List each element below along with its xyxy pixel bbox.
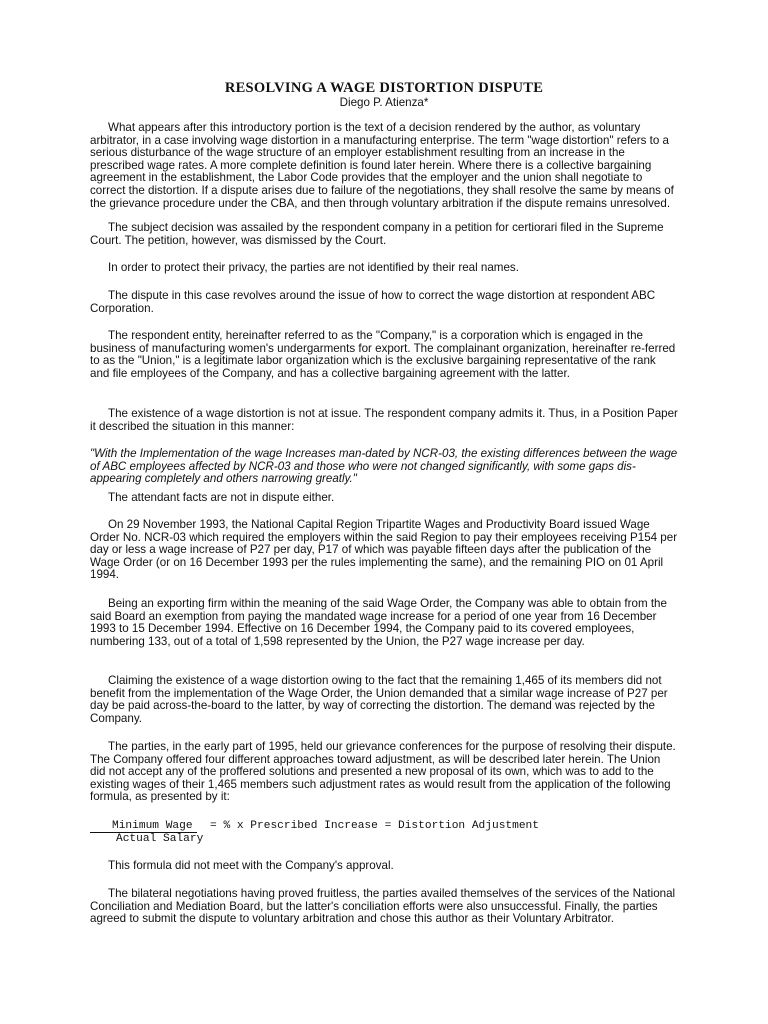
document-page (90, 0, 678, 1024)
paragraph-exemption: Being an exporting firm within the meaning of the said Wage Order, the Company was able to obtain from the said Board an exemption from paying the mandated wage increase for a period of one year from 16 December 1993 to 15 December 1994. Effective on 16 December 1994, the Company paid to its covered employees, numbering 133, out of a total of 1,598 represented by the Union, the P27 wage increase per day. (90, 597, 667, 648)
paragraph-quote: "With the Implementation of the wage Increases man-dated by NCR-03, the existing differences between the wage of ABC employees affected by NCR-03 and those who were not changed significantly, with some gaps dis-appearing completely and others narrowing greatly." (90, 447, 678, 486)
paragraph-parties: The respondent entity, hereinafter referred to as the "Company," is a corporation which is engaged in the business of manufacturing women's undergarments for export. The complainant organization, hereinafter re-ferred to as the "Union," is a legitimate labor organization which is the exclusive bargaining representative of the rank and file employees of the Company, and has a collective bargaining agreement with the latter. (90, 329, 676, 380)
formula-rest: = % x Prescribed Increase = Distortion Adjustment (210, 820, 539, 832)
paragraph-claim: Claiming the existence of a wage distortion owing to the fact that the remaining 1,465 of its members did not benefit from the implementation of the Wage Order, the Union demanded that a similar wage increase of P27 per day be paid across-the-board to the latter, by way of correcting the distortion. The demand was rejected by the Company. (90, 674, 668, 725)
paragraph-arbitration: The bilateral negotiations having proved fruitless, the parties availed themselves of the services of the National Conciliation and Mediation Board, but the latter's conciliation efforts were also unsuccessful. Finally, the parties agreed to submit the dispute to voluntary arbitration and chose this author as their Voluntary Arbitrator. (90, 887, 676, 926)
paragraph-wage-order: On 29 November 1993, the National Capital Region Tripartite Wages and Productivity Board issued Wage Order No. NCR-03 which required the employers within the said Region to pay their employees receiving P154 per day or less a wage increase of P27 per day, P17 of which was payable fifteen days after the publication of the Wage Order (or on 16 December 1993 per the rules implementing the same), and the remaining PIO on 01 April 1994. (90, 518, 678, 582)
formula-numerator: Minimum Wage (90, 821, 197, 833)
paragraph-formula-rejected: This formula did not meet with the Company's approval. (108, 859, 394, 872)
paragraph-intro: What appears after this introductory portion is the text of a decision rendered by the author, as voluntary arbitrator, in a case involving wage distortion in a manufacturing enterprise. The term "wage distortion" refers to a serious disturbance of the wage structure of an employer establishment resulting from an increase in the prescribed wage rates. A more complete definition is found later herein. Where there is a collective bargaining agreement in the establishment, the Labor Code provides that the employer and the union shall negotiate to correct the distortion. If a dispute arises due to failure of the negotiations, they shall resolve the same by means of the grievance procedure under the CBA, and then through voluntary arbitration if the dispute remains unresolved. (90, 121, 674, 210)
paragraph-privacy: In order to protect their privacy, the parties are not identified by their real names. (108, 261, 519, 274)
paragraph-dispute-issue: The dispute in this case revolves around the issue of how to correct the wage distortion at respondent ABC Corporation. (90, 289, 656, 315)
document-title: RESOLVING A WAGE DISTORTION DISPUTE (224, 80, 544, 96)
distortion-formula (90, 820, 678, 846)
paragraph-certiorari: The subject decision was assailed by the respondent company in a petition for certiorari filed in the Supreme Court. The petition, however, was dismissed by the Court. (90, 221, 664, 247)
paragraph-existence: The existence of a wage distortion is not at issue. The respondent company admits it. Thus, in a Position Paper it described the situation in this manner: (90, 407, 678, 433)
paragraph-facts: The attendant facts are not in dispute either. (108, 491, 335, 504)
paragraph-grievance: The parties, in the early part of 1995, held our grievance conferences for the purpose of resolving their dispute. The Company offered four different approaches toward adjustment, as will be described later herein. The Union did not accept any of the proffered solutions and presented a new proposal of its own, which was to add to the existing wages of their 1,465 members such adjustment rates as would result from the application of the following formula, as presented by it: (90, 740, 676, 804)
document-author: Diego P. Atienza* (339, 96, 429, 109)
formula-denominator: Actual Salary (116, 833, 204, 845)
